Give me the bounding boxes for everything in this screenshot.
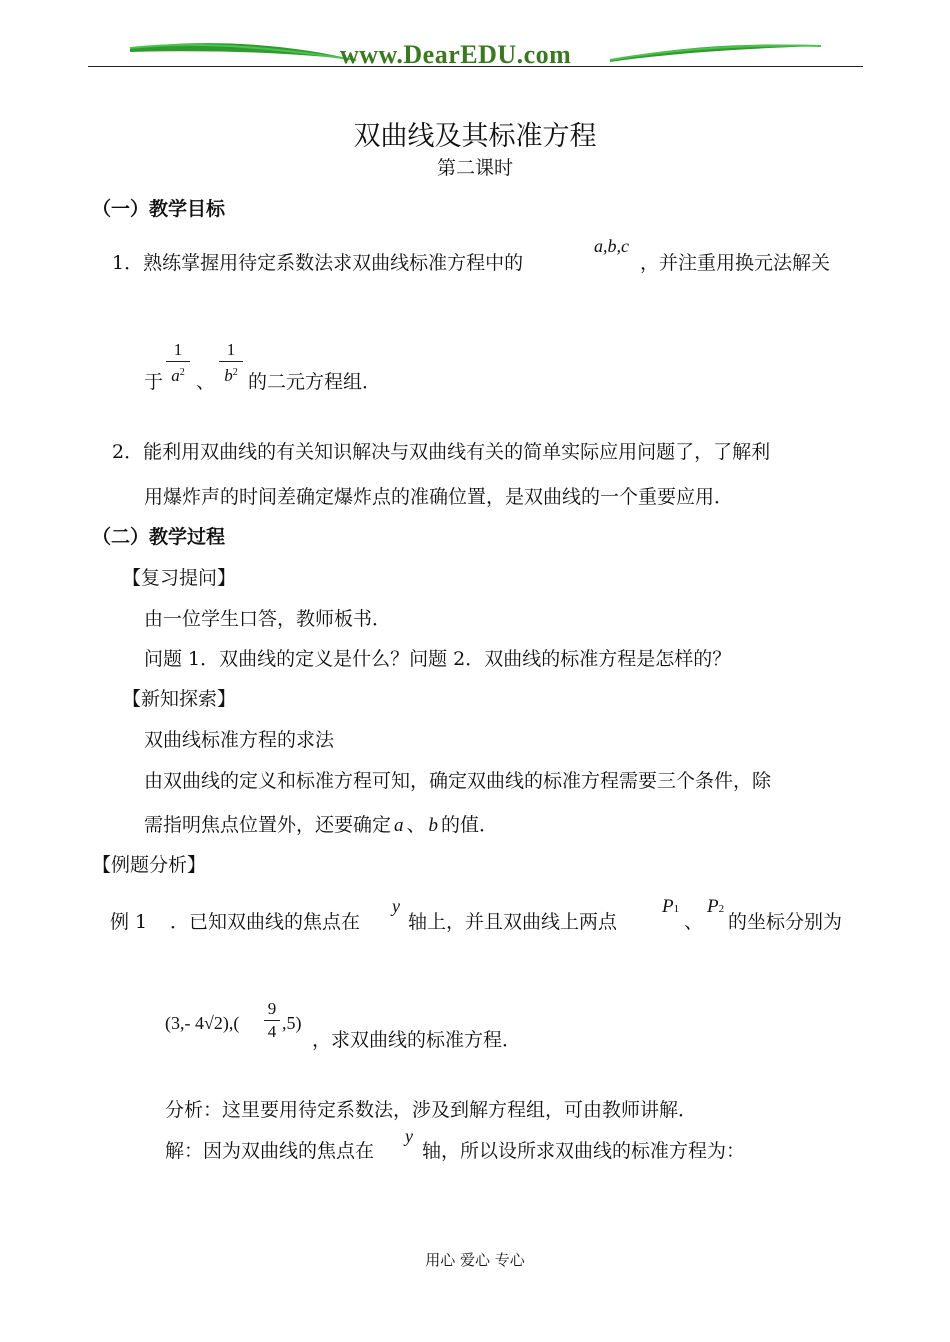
header-swoosh-right-icon xyxy=(608,40,823,64)
objective-1-line2-suffix: 的二元方程组． xyxy=(248,371,382,393)
new-knowledge-line3: 需指明焦点位置外，还要确定 a 、 b 的值． xyxy=(144,814,499,836)
solution-var-y: y xyxy=(405,1126,413,1146)
example1-text-b: 轴上，并且双曲线上两点 xyxy=(408,911,618,933)
header-rule xyxy=(88,66,863,67)
fraction-numerator: 1 xyxy=(173,340,183,359)
example1-text-a: ．已知双曲线的焦点在 xyxy=(170,911,361,933)
header-banner xyxy=(0,0,950,75)
var-b: b xyxy=(428,815,439,836)
new-knowledge-line2: 由双曲线的定义和标准方程可知，确定双曲线的标准方程需要三个条件，除 xyxy=(144,770,772,792)
fraction-denominator: $b^2$ xyxy=(224,366,238,385)
site-logo: www.DearEDU.com xyxy=(340,40,572,69)
section1-heading: （一）教学目标 xyxy=(92,198,226,220)
fraction-bar xyxy=(264,1020,280,1021)
objective-1-line1 xyxy=(112,251,523,275)
analysis-line: 分析：这里要用待定系数法，涉及到解方程组，可由教师讲解． xyxy=(165,1099,698,1121)
objective-1-line2-prefix: 于 xyxy=(144,371,164,393)
fraction-numerator: 1 xyxy=(226,340,236,359)
solution-prefix: 解：因为双曲线的焦点在 xyxy=(165,1140,375,1162)
example1-point-p1: P1 xyxy=(662,896,680,917)
example1-coords-part2: ,5) xyxy=(282,1013,302,1033)
example1-coords-part1: (3,- 4√2),( xyxy=(165,1013,240,1033)
fraction-1-over-a2 xyxy=(166,340,190,386)
example1-text-c: 的坐标分别为 xyxy=(728,911,843,933)
objective-2-line1: 2．能利用双曲线的有关知识解决与双曲线有关的简单实际应用问题了，了解利 xyxy=(112,441,771,463)
review-heading: 【复习提问】 xyxy=(122,567,237,589)
objective-1-vars: a,b,c xyxy=(594,236,629,256)
review-line1: 由一位学生口答，教师板书． xyxy=(144,608,392,630)
fraction-numerator: 9 xyxy=(267,999,277,1018)
objective-1-lead: 1．熟练掌握用待定系数法求双曲线标准方程中的 xyxy=(112,252,524,274)
fraction-separator: 、 xyxy=(196,371,216,393)
example1-var-y: y xyxy=(392,896,400,916)
fraction-1-over-b2 xyxy=(219,340,243,386)
fraction-denominator: 4 xyxy=(267,1022,277,1041)
objective-2-line2: 用爆炸声的时间差确定爆炸点的准确位置，是双曲线的一个重要应用． xyxy=(144,486,734,508)
new-knowledge-heading: 【新知探索】 xyxy=(122,688,237,710)
page-footer: 用心 爱心 专心 xyxy=(425,1251,525,1269)
new-knowledge-line1: 双曲线标准方程的求法 xyxy=(144,729,335,751)
page-title: 双曲线及其标准方程 xyxy=(353,121,597,152)
example1-sep: 、 xyxy=(684,911,704,933)
example1-line2-suffix: ，求双曲线的标准方程． xyxy=(312,1029,522,1051)
header-swoosh-left-icon xyxy=(128,38,358,66)
section2-heading: （二）教学过程 xyxy=(92,526,226,548)
fraction-bar xyxy=(166,361,190,362)
fraction-bar xyxy=(219,361,243,362)
example1-label: 例 1 xyxy=(110,911,148,933)
objective-1-tail: ，并注重用换元法解关 xyxy=(640,252,831,274)
example1-coords-fraction xyxy=(264,999,280,1042)
solution-suffix: 轴，所以设所求双曲线的标准方程为： xyxy=(422,1140,746,1162)
fraction-denominator: $a^2$ xyxy=(171,366,185,385)
review-line2: 问题 1．双曲线的定义是什么？问题 2．双曲线的标准方程是怎样的？ xyxy=(144,648,732,670)
examples-heading: 【例题分析】 xyxy=(92,854,207,876)
var-a: a xyxy=(394,815,404,836)
example1-point-p2: P2 xyxy=(707,896,725,917)
page-subtitle: 第二课时 xyxy=(436,157,513,179)
